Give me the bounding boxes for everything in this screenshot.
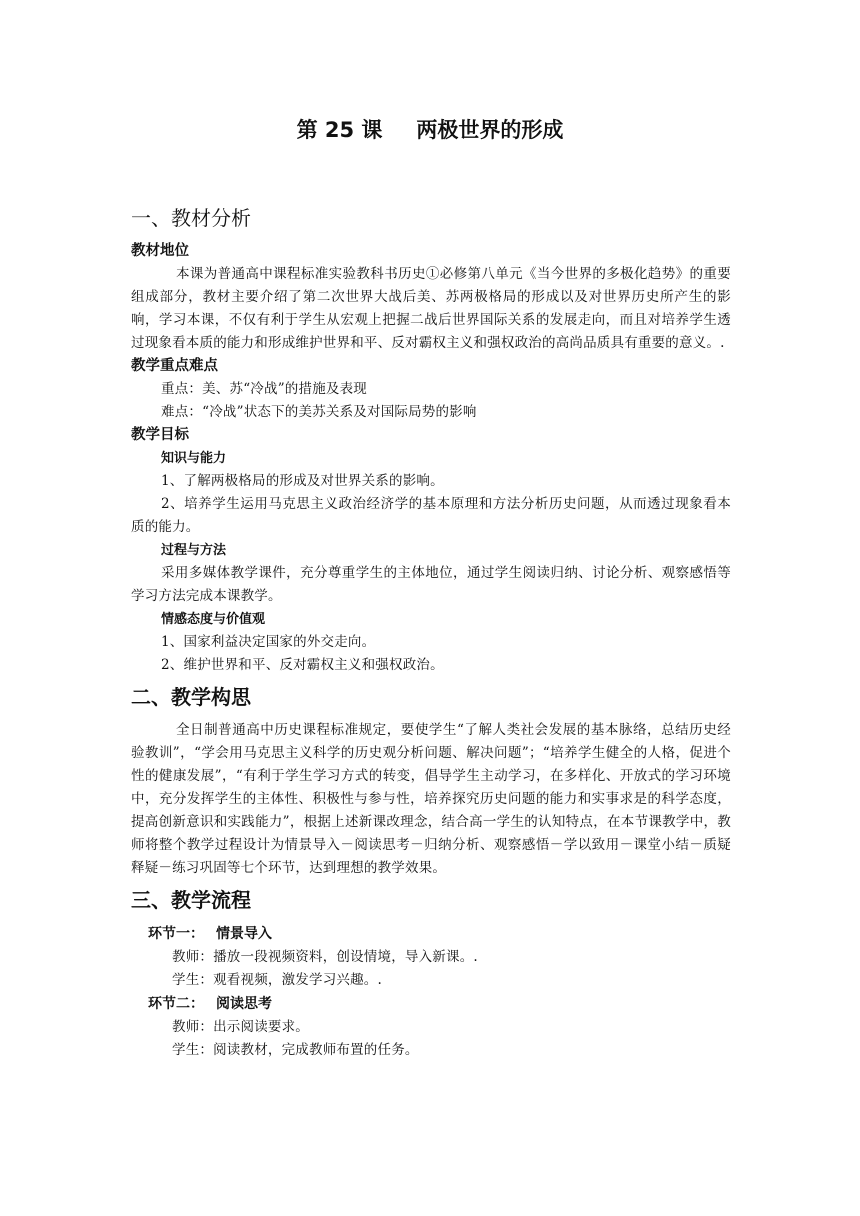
section-heading-flow: 三、教学流程 [131,888,251,912]
objective-knowledge-item: 1、了解两极格局的形成及对世界关系的影响。 [161,473,444,489]
step-label: 环节一： [148,926,204,942]
lesson-name: 两极世界的形成 [416,118,564,142]
step-name: 阅读思考 [216,996,272,1012]
subheading-key-points: 教学重点难点 [131,358,218,374]
lesson-number: 第 25 课 [296,118,383,142]
step-teacher-text: 教师：播放一段视频资料，创设情境，导入新课。. [172,949,478,965]
step-student-text: 学生：阅读教材，完成教师布置的任务。 [172,1042,419,1058]
step-label: 环节二： [148,996,204,1012]
objective-process-text: 采用多媒体教学课件，充分尊重学生的主体地位，通过学生阅读归纳、讨论分析、观察感悟等学习方法完成本课教学。 [131,565,731,604]
document-title [0,114,860,144]
step-name: 情景导入 [216,926,272,942]
step-teacher-text: 教师：出示阅读要求。 [172,1019,309,1035]
document-body [131,200,731,1062]
objective-emotion-item: 1、国家利益决定国家的外交走向。 [161,634,376,650]
difficult-point-text: 难点：“冷战”状态下的美苏关系及对国际局势的影响 [161,404,477,420]
key-point-text: 重点：美、苏“冷战”的措施及表现 [161,381,368,397]
objective-knowledge-item: 2、培养学生运用马克思主义政治经济学的基本原理和方法分析历史问题，从而透过现象看本质的能力。 [131,496,731,535]
objective-emotion-item: 2、维护世界和平、反对霸权主义和强权政治。 [161,657,444,673]
step-student-text: 学生：观看视频，激发学习兴趣。. [172,972,382,988]
paragraph-design: 全日制普通高中历史课程标准规定，要使学生“了解人类社会发展的基本脉络，总结历史经验教训”，“学会用马克思主义科学的历史观分析问题、解决问题”；“培养学生健全的人格，促进个性的健康发展”，“有利于学生学习方式的转变，倡导学生主动学习，在多样化、开放式的学习环境中，充分发挥学生的主体性、积极性与参与性，培养探究历史问题的能力和实事求是的科学态度，提高创新意识和实践能力”，根据上述新课改理念，结合高一学生的认知特点，在本节课教学中，教师将整个教学过程设计为情景导入－阅读思考－归纳分析、观察感悟－学以致用－课堂小结－质疑释疑－练习巩固等七个环节，达到理想的教学效果。 [131,722,731,876]
objective-emotion-heading: 情感态度与价值观 [161,612,266,627]
paragraph-position: 本课为普通高中课程标准实验教科书历史①必修第八单元《当今世界的多极化趋势》的重要组成部分，教材主要介绍了第二次世界大战后美、苏两极格局的形成以及对世界历史所产生的影响，学习本课，不仅有利于学生从宏观上把握二战后世界国际关系的发展走向，而且对培养学生透过现象看本质的能力和形成维护世界和平、反对霸权主义和强权政治的高尚品质具有重要的意义。. [131,266,731,351]
step-heading [131,992,731,1016]
step-heading [131,922,731,946]
section-heading-analysis: 一、教材分析 [131,206,251,230]
objective-process-heading: 过程与方法 [161,543,227,558]
objective-knowledge-heading: 知识与能力 [161,451,227,466]
section-heading-design: 二、教学构思 [131,685,251,709]
subheading-position: 教材地位 [131,243,189,259]
subheading-objectives: 教学目标 [131,427,189,443]
